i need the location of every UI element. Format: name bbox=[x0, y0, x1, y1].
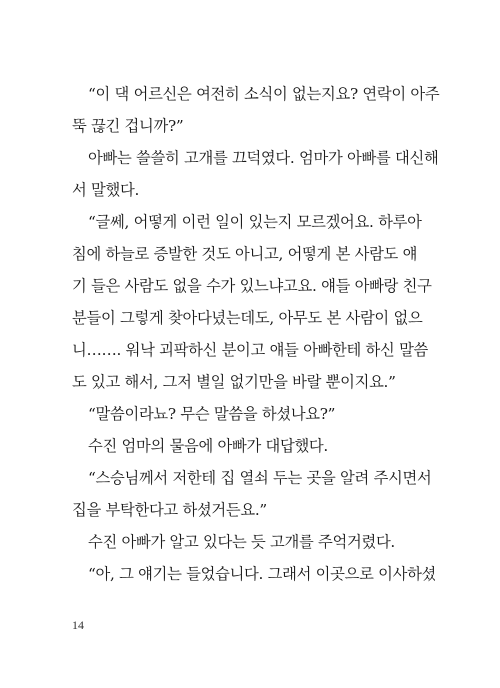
text-line: 니……. 워낙 괴팍하신 분이고 얘들 아빠한테 하신 말씀 bbox=[72, 341, 429, 359]
text-line: 아빠는 쓸쓸히 고개를 끄덕였다. 엄마가 아빠를 대신해 bbox=[88, 149, 439, 167]
text-line: 기 들은 사람도 없을 수가 있느냐고요. 얘들 아빠랑 친구 bbox=[72, 277, 432, 295]
text-line: 집을 부탁한다고 하셨거든요.” bbox=[72, 501, 267, 519]
text-line: 침에 하늘로 증발한 것도 아니고, 어떻게 본 사람도 얘 bbox=[72, 245, 418, 263]
text-line: 도 있고 해서, 그저 별일 없기만을 바랄 뿐이지요.” bbox=[72, 373, 396, 391]
text-line: “스승님께서 저한테 집 열쇠 두는 곳을 알려 주시면서 bbox=[88, 469, 432, 487]
text-line: “이 댁 어르신은 여전히 소식이 없는지요? 연락이 아주 bbox=[88, 85, 440, 103]
text-line: 뚝 끊긴 겁니까?” bbox=[72, 117, 184, 135]
text-line: 분들이 그렇게 찾아다녔는데도, 아무도 본 사람이 없으 bbox=[72, 309, 423, 327]
text-line: 수진 엄마의 물음에 아빠가 대답했다. bbox=[88, 437, 328, 455]
text-line: 서 말했다. bbox=[72, 181, 140, 199]
text-line: “글쎄, 어떻게 이런 일이 있는지 모르겠어요. 하루아 bbox=[88, 213, 422, 231]
page-number: 14 bbox=[72, 618, 84, 632]
text-line: “아, 그 얘기는 들었습니다. 그래서 이곳으로 이사하셨 bbox=[88, 565, 437, 583]
text-line: “말씀이라뇨? 무슨 말씀을 하셨나요?” bbox=[88, 405, 336, 423]
text-line: 수진 아빠가 알고 있다는 듯 고개를 주억거렸다. bbox=[88, 533, 395, 551]
